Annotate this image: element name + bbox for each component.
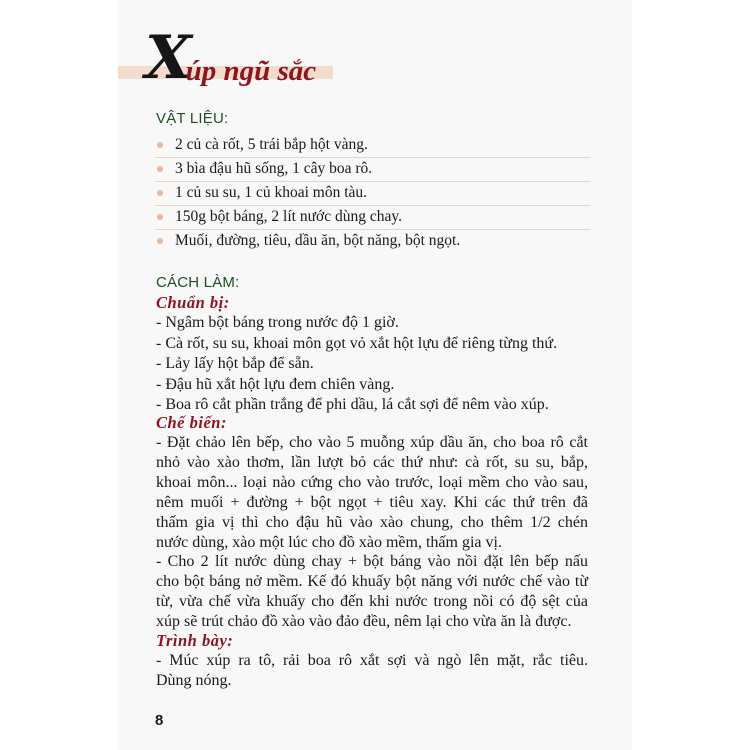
text-line: - Ngâm bột báng trong nước độ 1 giờ. — [156, 314, 399, 331]
bullet-icon — [157, 142, 163, 148]
text-line: nhỏ vào xào thơm, lần lượt bỏ các thứ như: cà rốt, su su, bắp, — [156, 453, 588, 471]
title-rest: úp ngũ sắc — [185, 55, 317, 87]
text-line: cho bột báng nở mềm. Kế đó khuấy bột năng với nước chế vào từ — [156, 573, 588, 591]
ingredient-item — [155, 182, 590, 206]
bullet-icon — [157, 214, 163, 220]
recipe-title — [145, 23, 317, 93]
text-line: từ, vừa chế vừa khuấy cho đến khi nước trong nồi có độ sệt của — [156, 593, 588, 611]
bullet-icon — [157, 166, 163, 172]
bullet-icon — [157, 190, 163, 196]
bullet-icon — [157, 238, 163, 244]
text-line: - Cà rốt, su su, khoai môn gọt vỏ xắt hột lựu để riêng từng thứ. — [156, 334, 558, 352]
text-line: nêm muối + đường + bột ngọt + tiêu xay. Khi các thứ trên đã — [156, 493, 588, 511]
text-line: nước dùng, xào một lúc cho đồ xào mềm, thấm gia vị. — [156, 533, 502, 551]
ingredient-text: 3 bìa đậu hũ sống, 1 cây boa rô. — [175, 160, 373, 177]
ingredient-text: Muối, đường, tiêu, dầu ăn, bột năng, bột ngọt. — [175, 232, 461, 249]
prep-heading: Chuẩn bị: — [156, 293, 230, 312]
method-heading: CÁCH LÀM: — [156, 274, 240, 291]
text-line: - Lảy lấy hột bắp để sẵn. — [156, 355, 314, 372]
ingredient-item — [155, 206, 590, 230]
text-line: khoai môn... loại nào cứng cho vào trước, loại mềm cho vào sau, — [156, 473, 588, 491]
serve-heading: Trình bày: — [156, 631, 234, 650]
text-line: - Cho 2 lít nước dùng chay + bột báng vào nồi đặt lên bếp nấu — [156, 553, 588, 571]
ingredient-text: 1 củ su su, 1 củ khoai môn tàu. — [175, 184, 368, 201]
ingredient-text: 2 củ cà rốt, 5 trái bắp hột vàng. — [175, 136, 368, 153]
title-initial: X — [145, 23, 192, 93]
text-line: Dùng nóng. — [156, 672, 232, 689]
page-number: 8 — [155, 712, 164, 729]
text-line: - Múc xúp ra tô, rải boa rô xắt sợi và ngò lên mặt, rắc tiêu. — [156, 652, 588, 669]
text-line: xúp sẽ trút chảo đồ xào vào đảo đều, nêm lại cho vừa ăn là được. — [156, 613, 572, 631]
ingredient-item — [155, 158, 590, 182]
text-line: - Đậu hũ xắt hột lựu đem chiên vàng. — [156, 375, 395, 393]
cook-heading: Chế biến: — [156, 413, 227, 432]
ingredient-item — [155, 230, 590, 254]
ingredient-text: 150g bột báng, 2 lít nước dùng chay. — [175, 208, 402, 225]
text-line: - Đặt chảo lên bếp, cho vào 5 muỗng xúp dầu ăn, cho boa rô cắt — [156, 434, 588, 451]
ingredient-item — [155, 134, 590, 158]
text-line: - Boa rô cắt phần trắng để phi dầu, lá cắt sợi để nêm vào xúp. — [156, 396, 549, 413]
text-line: thấm gia vị thì cho đậu hũ vào xào chung, cho thêm 1/2 chén — [156, 513, 588, 531]
ingredients-heading: VẬT LIỆU: — [156, 110, 229, 127]
